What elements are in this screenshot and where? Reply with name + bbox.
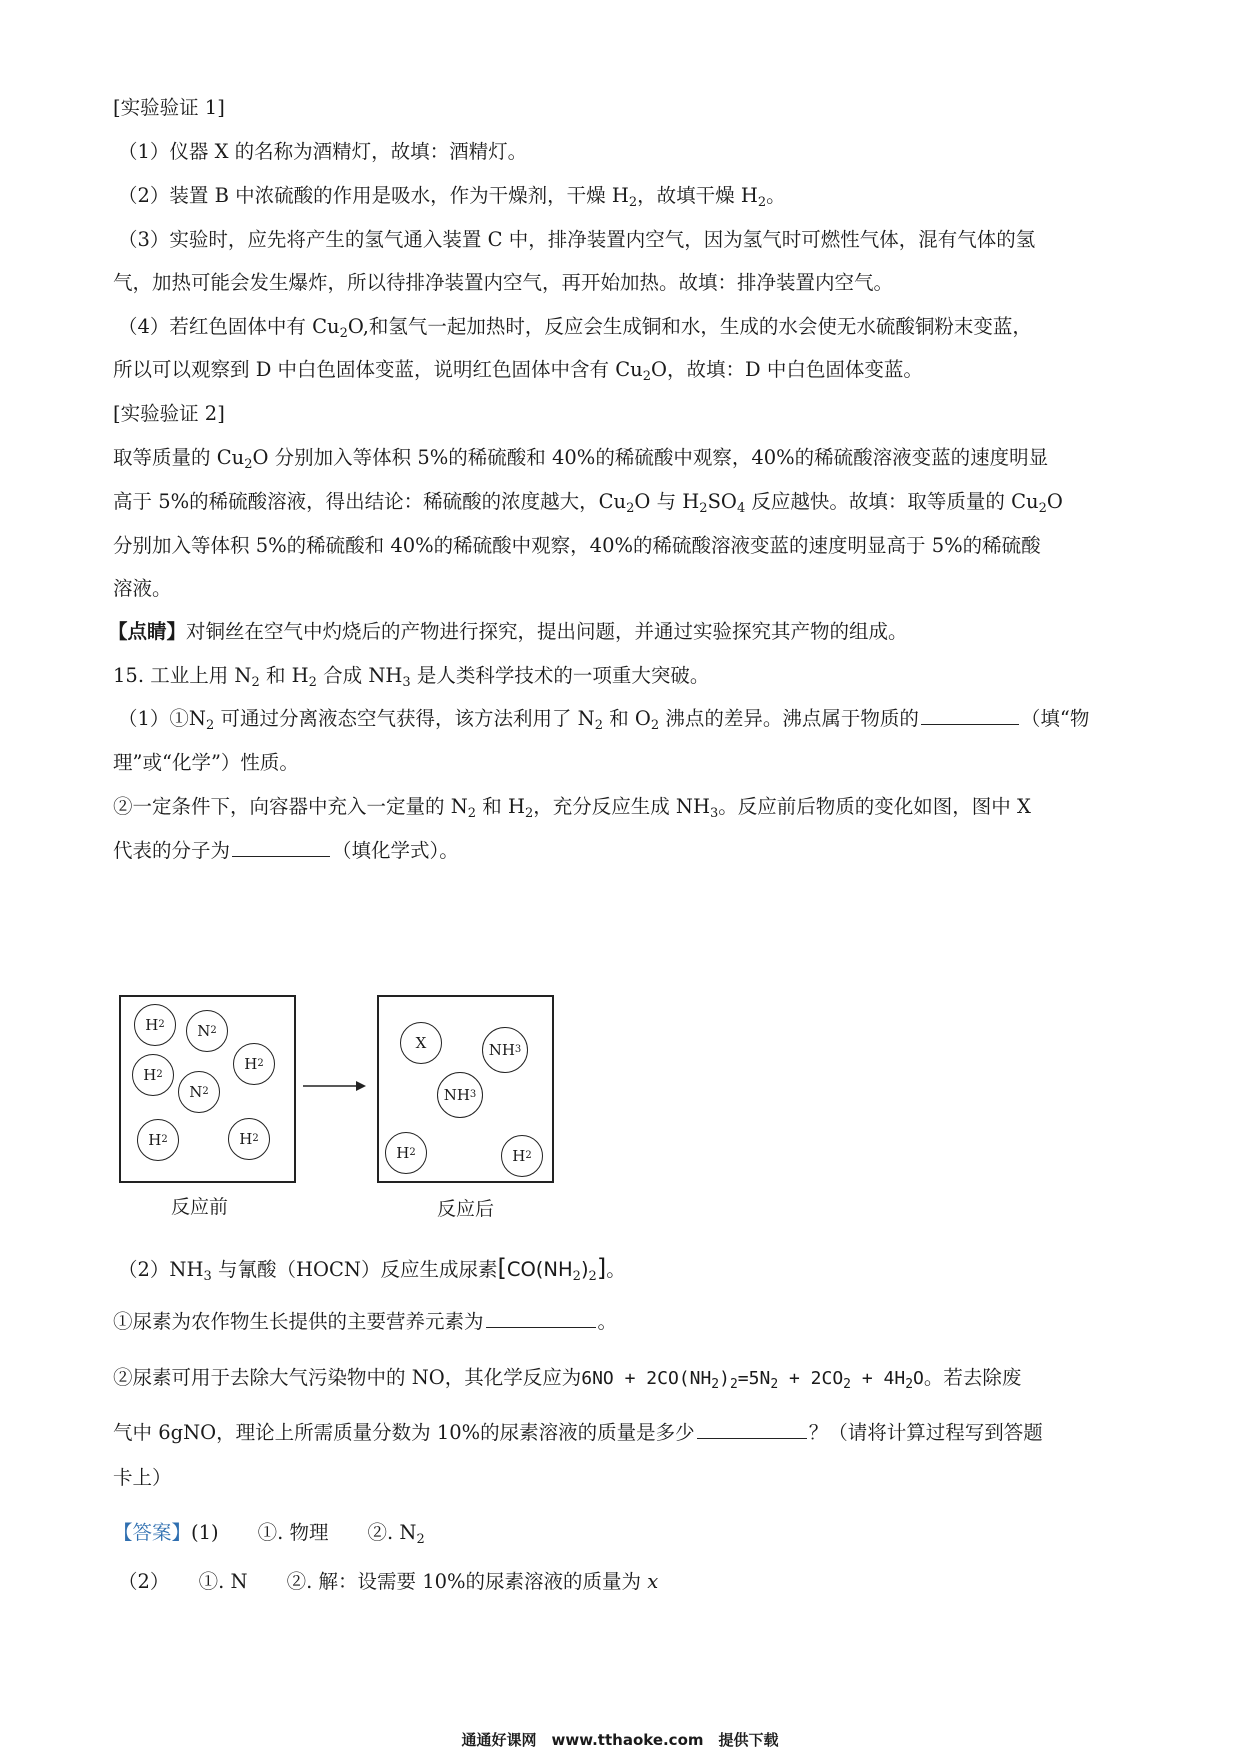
page-footer: 通通好课网 www.tthaoke.com 提供下载 — [461, 1731, 779, 1749]
answer-line-q3-2: 气，加热可能会发生爆炸，所以待排净装置内空气，再开始加热。故填：排净装置内空气。 — [113, 271, 894, 294]
question-15-part2b-q2-line3: 卡上） — [113, 1466, 172, 1489]
answer-line-q3-1: （3）实验时，应先将产生的氢气通入装置 C 中，排净装置内空气，因为氢气时可燃性气体，混有气体的氢 — [118, 228, 1036, 251]
section-heading-1: [实验验证 1] — [113, 96, 225, 119]
n2-molecule: N 2 — [178, 1071, 220, 1113]
section-heading-2: [实验验证 2] — [113, 402, 225, 425]
answer-line-q2: （2）装置 B 中浓硫酸的作用是吸水，作为干燥剂，干燥 $H_2$，故填干燥 $H_2$。 — [118, 184, 786, 210]
answer-blank — [697, 1420, 807, 1439]
nh3-molecule: NH 3 — [482, 1027, 528, 1073]
answer-line-2: （2） ①. N ②. 解：设需要 10%的尿素溶液的质量为 x — [118, 1570, 659, 1593]
section2-line-3: 分别加入等体积 5%的稀硫酸和 40%的稀硫酸中观察，40%的稀硫酸溶液变蓝的速度明显高于 5%的稀硫酸 — [113, 534, 1041, 557]
section2-line-2: 高于 5%的稀硫酸溶液，得出结论：稀硫酸的浓度越大，$Cu_2O$ 与 $H_2SO_4$ 反应越快。故填：取等质量的 $Cu_2O$ — [113, 490, 1063, 516]
question-15-part1-line2: 理”或“化学”）性质。 — [113, 751, 299, 774]
answer-line-q4-1: （4）若红色固体中有 $Cu_2O$,和氢气一起加热时，反应会生成铜和水，生成的水会使无水硫酸铜粉末变蓝， — [118, 315, 1032, 341]
caption-before: 反应前 — [171, 1196, 229, 1218]
nh3-molecule: NH 3 — [437, 1072, 483, 1118]
answer-line-1: 【答案】(1) ①. 物理 ②. $N_2$ — [113, 1521, 425, 1547]
reaction-equation: $6NO + 2CO(NH_2)_2=5N_2 + 2CO_2 + 4H_2O$ — [581, 1368, 924, 1392]
h2-molecule: H 2 — [134, 1004, 176, 1046]
question-15-part2b-q2-line2: 气中 6gNO，理论上所需质量分数为 10%的尿素溶液的质量是多少 ？（请将计算过程写到答题 — [113, 1421, 1043, 1444]
h2-molecule: H 2 — [501, 1135, 543, 1177]
question-15-part2b-q2-line1: ②尿素可用于去除大气污染物中的 NO，其化学反应为$6NO + 2CO(NH_2)_2=5N_2 + 2CO_2 + 4H_2O$。若去除废 — [113, 1366, 1022, 1392]
answer-blank — [232, 838, 330, 857]
n2-molecule: N 2 — [186, 1010, 228, 1052]
h2-molecule: H 2 — [132, 1054, 174, 1096]
question-15-part2-line1: ②一定条件下，向容器中充入一定量的 $N_2$ 和 $H_2$，充分反应生成 $NH_3$。反应前后物质的变化如图，图中 X — [113, 795, 1031, 821]
question-15-stem: 15. 工业上用 $N_2$ 和 $H_2$ 合成 $NH_3$ 是人类科学技术的一项重大突破。 — [113, 664, 710, 690]
comment-line: 【点睛】对铜丝在空气中灼烧后的产物进行探究，提出问题，并通过实验探究其产物的组成。 — [108, 620, 908, 643]
reaction-arrow-icon — [300, 1076, 370, 1096]
section2-line-4: 溶液。 — [113, 577, 172, 600]
section2-line-1: 取等质量的 $Cu_2O$ 分别加入等体积 5%的稀硫酸和 40%的稀硫酸中观察，40%的稀硫酸溶液变蓝的速度明显 — [113, 446, 1049, 472]
h2-molecule: H 2 — [137, 1119, 179, 1161]
h2-molecule: H 2 — [385, 1132, 427, 1174]
answer-blank — [921, 706, 1019, 725]
h2-molecule: H 2 — [228, 1118, 270, 1160]
h2-molecule: H 2 — [233, 1043, 275, 1085]
caption-after: 反应后 — [437, 1198, 495, 1220]
question-15-part1-line1: $(1)①N_2$ 可通过分离液态空气获得，该方法利用了 $N_2$ 和 $O_2$ 沸点的差异。沸点属于物质的 （填“物 — [118, 707, 1090, 733]
answer-line-q1: （1）仪器 X 的名称为酒精灯，故填：酒精灯。 — [118, 140, 528, 163]
reaction-after-box — [377, 995, 554, 1183]
x-molecule: X — [400, 1022, 442, 1064]
question-15-part2-line2: 代表的分子为 （填化学式）。 — [113, 839, 459, 862]
question-15-part2b-q1: ①尿素为农作物生长提供的主要营养元素为 。 — [113, 1310, 618, 1333]
answer-line-q4-2: 所以可以观察到 D 中白色固体变蓝，说明红色固体中含有 $Cu_2O$，故填：D 中白色固体变蓝。 — [113, 358, 923, 384]
reaction-before-box — [119, 995, 296, 1183]
question-15-part2b-stem: $(2)NH_3$ 与氰酸（HOCN）反应生成尿素$[CO(NH_2)_2]$。 — [118, 1254, 626, 1284]
answer-blank — [486, 1309, 596, 1328]
